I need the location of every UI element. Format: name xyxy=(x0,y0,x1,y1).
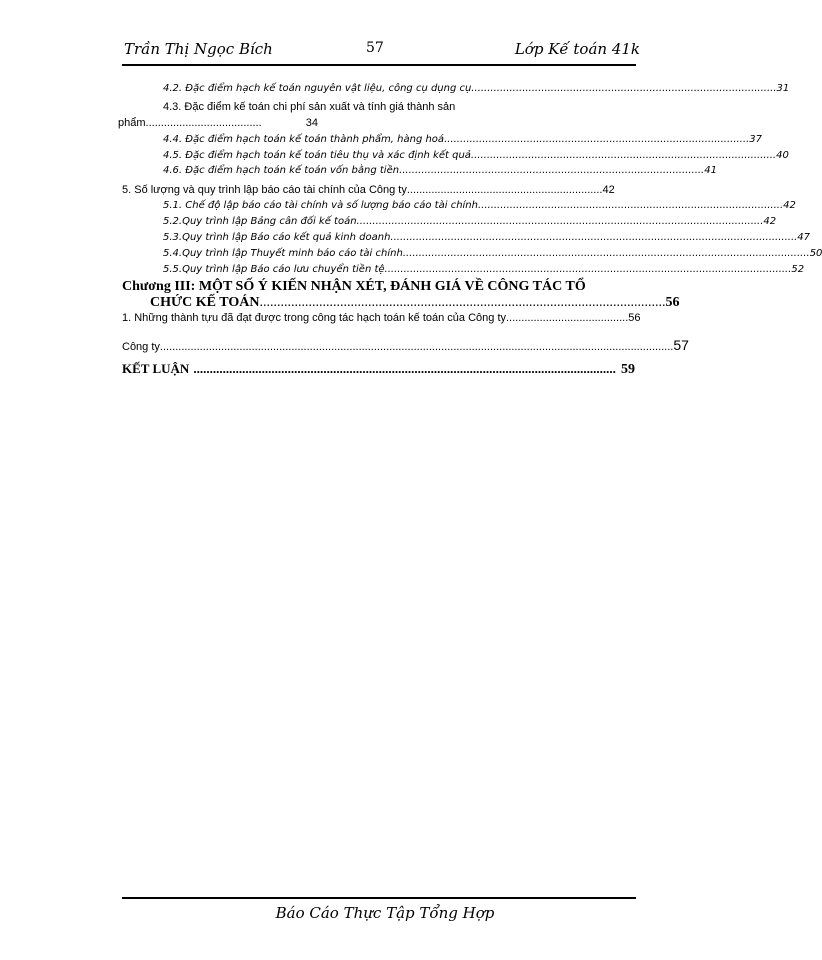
toc-entry-4-2[interactable]: 4.2. Đặc điểm hạch kế toán nguyên vật liệu, công cụ dụng cụ ................................................................................................ 31 xyxy=(163,83,790,94)
toc-chapter-3[interactable]: Chương III: MỘT SỐ Ý KIẾN NHẬN XÉT, ĐÁNH GIÁ VỀ CÔNG TÁC TỔ xyxy=(122,279,586,294)
toc-entry-5-1[interactable]: 5.1. Chế độ lập báo cáo tài chính và số lượng báo cáo tài chính ................................................................................................ 42 xyxy=(163,200,796,211)
toc-entry-4-6[interactable]: 4.6. Đặc điểm hạch toán kế toán vốn bằng tiền ................................................................................................ 41 xyxy=(163,165,717,176)
toc-entry-4-3-cont[interactable]: phẩm ...................................... 34 xyxy=(118,117,318,129)
header-author: Trần Thị Ngọc Bích xyxy=(124,40,273,58)
toc-entry-5-3[interactable]: 5.3.Quy trình lập Báo cáo kết quả kinh doanh ................................................................................................................................ 47 xyxy=(163,232,811,243)
footer-title: Báo Cáo Thực Tập Tổng Hợp xyxy=(275,904,495,922)
toc-entry-cong-ty[interactable]: Công ty ........................................................................................................................................................................ 57 xyxy=(122,337,689,353)
header-rule xyxy=(122,64,636,66)
toc-entry-4-3[interactable]: 4.3. Đặc điểm kế toán chi phí sản xuất và tính giá thành sản xyxy=(163,101,456,113)
toc-entry-4-5[interactable]: 4.5. Đặc điểm hạch toán kế toán tiêu thụ và xác định kết quả ................................................................................................ 40 xyxy=(163,150,789,161)
toc-chapter-3-cont[interactable]: CHỨC KẾ TOÁN .................................................................................................................... 56 xyxy=(150,295,680,310)
toc-entry-5[interactable]: 5. Số lượng và quy trình lập báo cáo tài chính của Công ty ................................................................ 42 xyxy=(122,184,615,196)
toc-entry-5-4[interactable]: 5.4.Quy trình lập Thuyết minh báo cáo tài chính ................................................................................................................................ 50 xyxy=(163,248,822,259)
toc-entry-4-4[interactable]: 4.4. Đặc điểm hạch toán kế toán thành phẩm, hàng hoá ................................................................................................ 37 xyxy=(163,134,762,145)
header-page-number: 57 xyxy=(366,40,384,56)
toc-entry-achievements[interactable]: 1. Những thành tựu đã đạt được trong công tác hạch toán kế toán của Công ty ........................................ 56 xyxy=(122,312,641,324)
header-class: Lớp Kế toán 41k xyxy=(514,40,640,58)
toc-entry-5-5[interactable]: 5.5.Quy trình lập Báo cáo lưu chuyển tiền tệ ................................................................................................................................ 52 xyxy=(163,264,805,275)
footer-rule xyxy=(122,897,636,899)
toc-entry-ket-luan[interactable]: KẾT LUẬN .................................................................................................................................. 59 xyxy=(122,361,635,377)
toc-entry-5-2[interactable]: 5.2.Quy trình lập Bảng cân đối kế toán ................................................................................................................................ 42 xyxy=(163,216,777,227)
